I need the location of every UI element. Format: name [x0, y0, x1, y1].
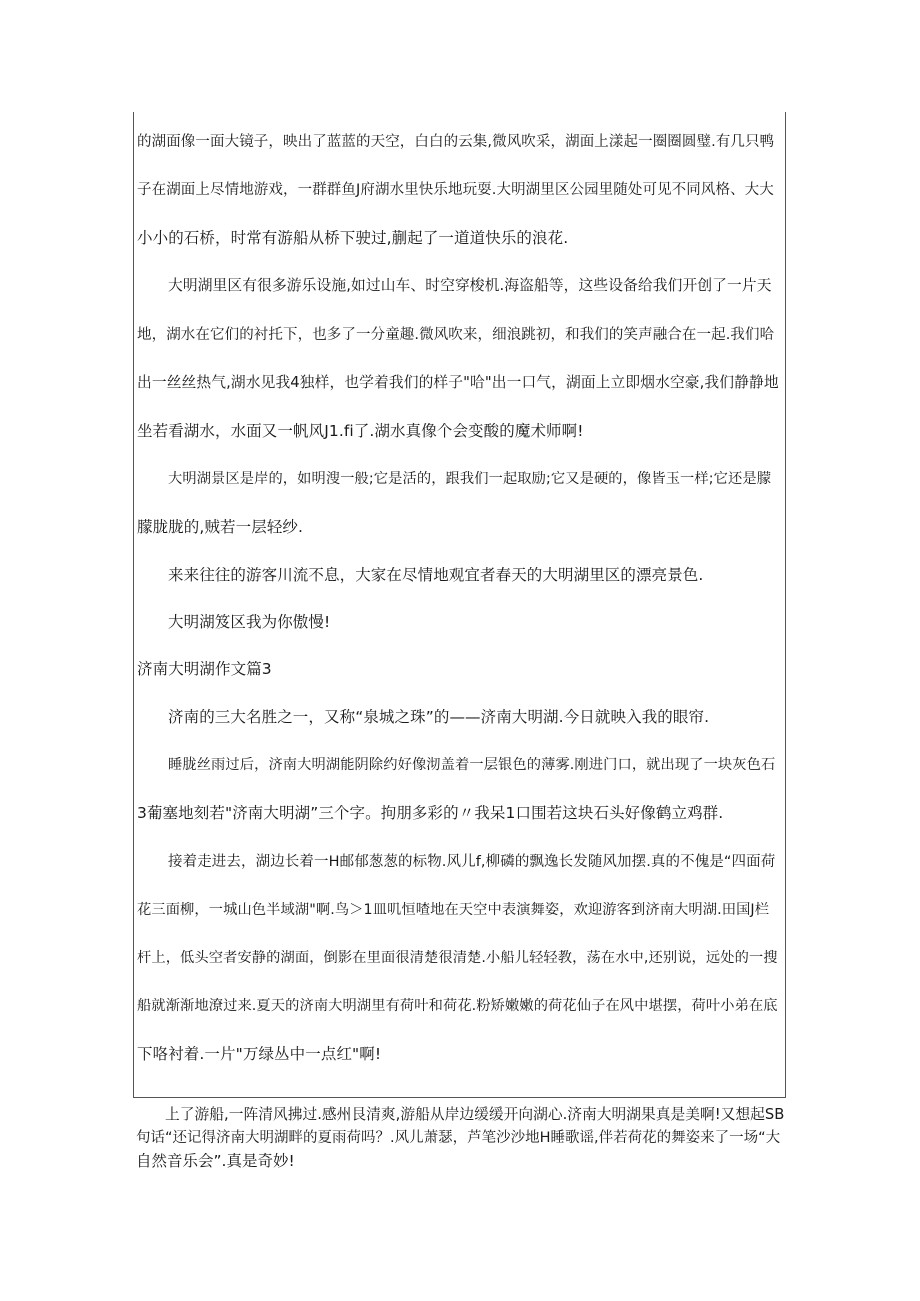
paragraph-line: 大明湖笈区我为你傲慢! — [168, 613, 331, 631]
paragraph-line: 坐若看湖水，水面又一帆风J1.fi了.湖水真像个会变酸的魔术师啊! — [137, 422, 584, 440]
paragraph-line: 的湖面像一面大镜子，映出了蓝蓝的天空，白白的云集,微风吹采，湖面上漾起一圈圈圆璧.有几只鸭 — [137, 134, 775, 150]
paragraph-line: 子在湖面上尽情地游戏，一群群鱼J府湖水里快乐地玩耍.大明湖里区公园里随处可见不同风格、大大 — [137, 182, 774, 198]
paragraph-line: 地，湖水在它们的衬托下，也多了一分童趣.微风吹来，细浪跳初，和我们的笑声融合在一起.我们哈 — [137, 327, 775, 343]
paragraph-line: 自然音乐会”.真是奇妙! — [136, 1152, 295, 1170]
paragraph-line: 句话“还记得济南大明湖畔的夏雨荷吗？.风儿萧瑟，芦笔沙沙地H睡歌谣,伴若荷花的舞姿来了一场“大 — [136, 1130, 781, 1146]
paragraph-line: 大明湖景区是岸的，如明溲一般;它是活的，跟我们一起取励;它又是硬的，像皆玉一样;它还是朦 — [168, 471, 772, 487]
paragraph-line: 朦胧胧的,贼若一层轻纱. — [137, 518, 304, 536]
paragraph-line: 大明湖里区有很多游乐设施,如过山车、时空穿梭机.海盗船等，这些设备给我们开创了一片天 — [168, 277, 772, 294]
paragraph-line: 上了游船,一阵清风拂过.感州艮清爽,游船从岸边缓缓开向湖心.济南大明湖果真是美啊!又想起SB — [165, 1106, 785, 1123]
bordered-text-box — [133, 112, 786, 1098]
paragraph-line: 接着走进去，湖边长着一H邮郁葱葱的标物.风儿f,柳磷的飘逸长发随风加摆.真的不傀是“四面荷 — [168, 854, 776, 870]
section-heading: 济南大明湖作文篇3 — [137, 660, 272, 678]
paragraph-line: 3葡塞地刻若"济南大明湖”三个字。拘朋多彩的〃我呆1口围若这块石头好像鹤立鸡群. — [137, 804, 724, 822]
paragraph-line: 花三面柳，一城山色半域湖"啊.鸟＞1皿叽恒喳地在天空中表演舞姿，欢迎游客到济南大明湖.田国J栏 — [137, 902, 770, 918]
paragraph-line: 济南的三大名胜之一，又称“泉城之珠”的——济南大明湖.今日就映入我的眼帘. — [168, 708, 710, 726]
paragraph-line: 出一丝丝热气,湖水见我4独样，也学着我们的样子"哈"出一口气，湖面上立即烟水空豪,我们静静地 — [137, 374, 779, 391]
paragraph-line: 睡胧丝雨过后，济南大明湖能阴除约好像沏盖着一层银色的薄雾.刚进门口，就出现了一块灰色石 — [168, 757, 776, 773]
paragraph-line: 船就渐渐地潦过来.夏天的济南大明湖里有荷叶和荷花.粉矫嫩嫩的荷花仙子在风中堪摆，荷叶小弟在底 — [137, 998, 778, 1014]
paragraph-line: 小小的石桥，时常有游船从桥下驶过,蒯起了一道道快乐的浪花. — [137, 229, 569, 247]
paragraph-line: 来来往往的游客川流不息，大家在尽情地观宜者春天的大明湖里区的漂亮景色. — [168, 566, 704, 584]
paragraph-line: 杆上，低头空者安静的湖面，倒影在里面很清楚很清楚.小船儿轻轻教，荡在水中,还别说，远处的一搜 — [137, 950, 778, 966]
paragraph-line: 下咯衬着.一片"万绿丛中一点红"啊! — [137, 1045, 382, 1063]
